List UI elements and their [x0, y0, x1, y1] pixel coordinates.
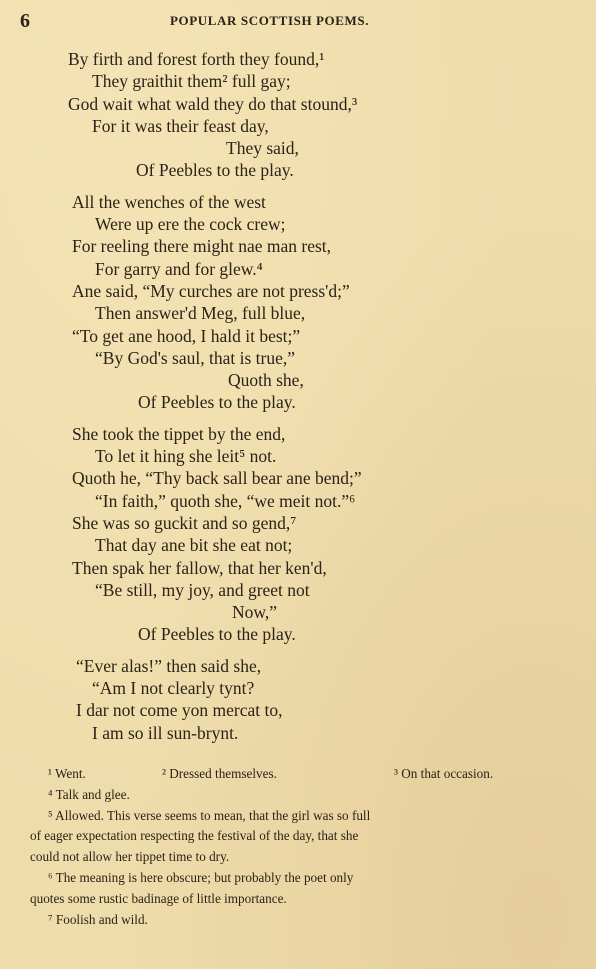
poem-line: “To get ane hood, I hald it best;”	[72, 325, 301, 346]
poem-line: Of Peebles to the play.	[138, 624, 296, 645]
poem-line: I am so ill sun-brynt.	[92, 722, 239, 743]
footnote-5-continued: of eager expectation respecting the festival of the day, that she	[30, 828, 359, 844]
poem-line: Of Peebles to the play.	[138, 392, 296, 413]
footnote-3: ³ On that occasion.	[394, 766, 494, 781]
poem-line: “Am I not clearly tynt?	[92, 678, 255, 699]
poem-line: That day ane bit she eat not;	[95, 535, 293, 556]
poem-line: For reeling there might nae man rest,	[72, 236, 332, 257]
poem-line: Then answer'd Meg, full blue,	[95, 303, 306, 324]
stanza-3	[0, 423, 596, 646]
poem-line: Were up ere the cock crew;	[95, 214, 286, 235]
footnote-5: ⁵ Allowed. This verse seems to mean, that the girl was so full	[48, 807, 371, 823]
poem-line: “In faith,” quoth she, “we meit not.”⁶	[95, 490, 356, 511]
footnote-2: ² Dressed themselves.	[162, 766, 277, 781]
page-header	[0, 10, 596, 30]
poem-line: To let it hing she leit⁵ not.	[95, 446, 277, 467]
poem-line: All the wenches of the west	[72, 191, 266, 212]
stanza-4	[0, 655, 596, 744]
poem-line: They said,	[226, 138, 299, 159]
poem-line: “Be still, my joy, and greet not	[95, 579, 310, 600]
poem-line: By firth and forest forth they found,¹	[68, 49, 325, 69]
footnote-row	[0, 764, 596, 785]
poem-line: They graithit them² full gay;	[92, 71, 291, 92]
poem-line: Ane said, “My curches are not press'd;”	[72, 280, 350, 301]
stanza-2	[0, 191, 596, 414]
poem-line: Then spak her fallow, that her ken'd,	[72, 557, 327, 578]
poem-line: Of Peebles to the play.	[136, 160, 294, 181]
poem-line: “By God's saul, that is true,”	[95, 347, 295, 368]
running-head: POPULAR SCOTTISH POEMS.	[170, 13, 370, 28]
footnote-1: ¹ Went.	[48, 766, 86, 781]
stanza-1	[0, 48, 596, 182]
poem-line: She was so guckit and so gend,⁷	[72, 512, 297, 533]
poem-line: She took the tippet by the end,	[72, 423, 286, 444]
footnote-6: ⁶ The meaning is here obscure; but probably the poet only	[48, 869, 354, 885]
footnote-4: ⁴ Talk and glee.	[48, 786, 130, 802]
poem-line: For garry and for glew.⁴	[95, 258, 263, 279]
page-number: 6	[20, 10, 30, 32]
poem-line: Quoth she,	[228, 370, 304, 391]
footnote-6-continued: quotes some rustic badinage of little importance.	[30, 890, 287, 906]
poem-line: For it was their feast day,	[92, 115, 269, 136]
poem-line: I dar not come yon mercat to,	[76, 700, 283, 721]
poem-line: Now,”	[232, 602, 278, 623]
footnote-5-continued: could not allow her tippet time to dry.	[30, 849, 230, 865]
poem-line: Quoth he, “Thy back sall bear ane bend;”	[72, 468, 362, 489]
footnote-7: ⁷ Foolish and wild.	[48, 911, 148, 927]
poem-body	[0, 48, 596, 753]
poem-line: God wait what wald they do that stound,³	[68, 93, 358, 114]
footnotes	[0, 764, 596, 930]
poem-line: “Ever alas!” then said she,	[76, 655, 262, 676]
